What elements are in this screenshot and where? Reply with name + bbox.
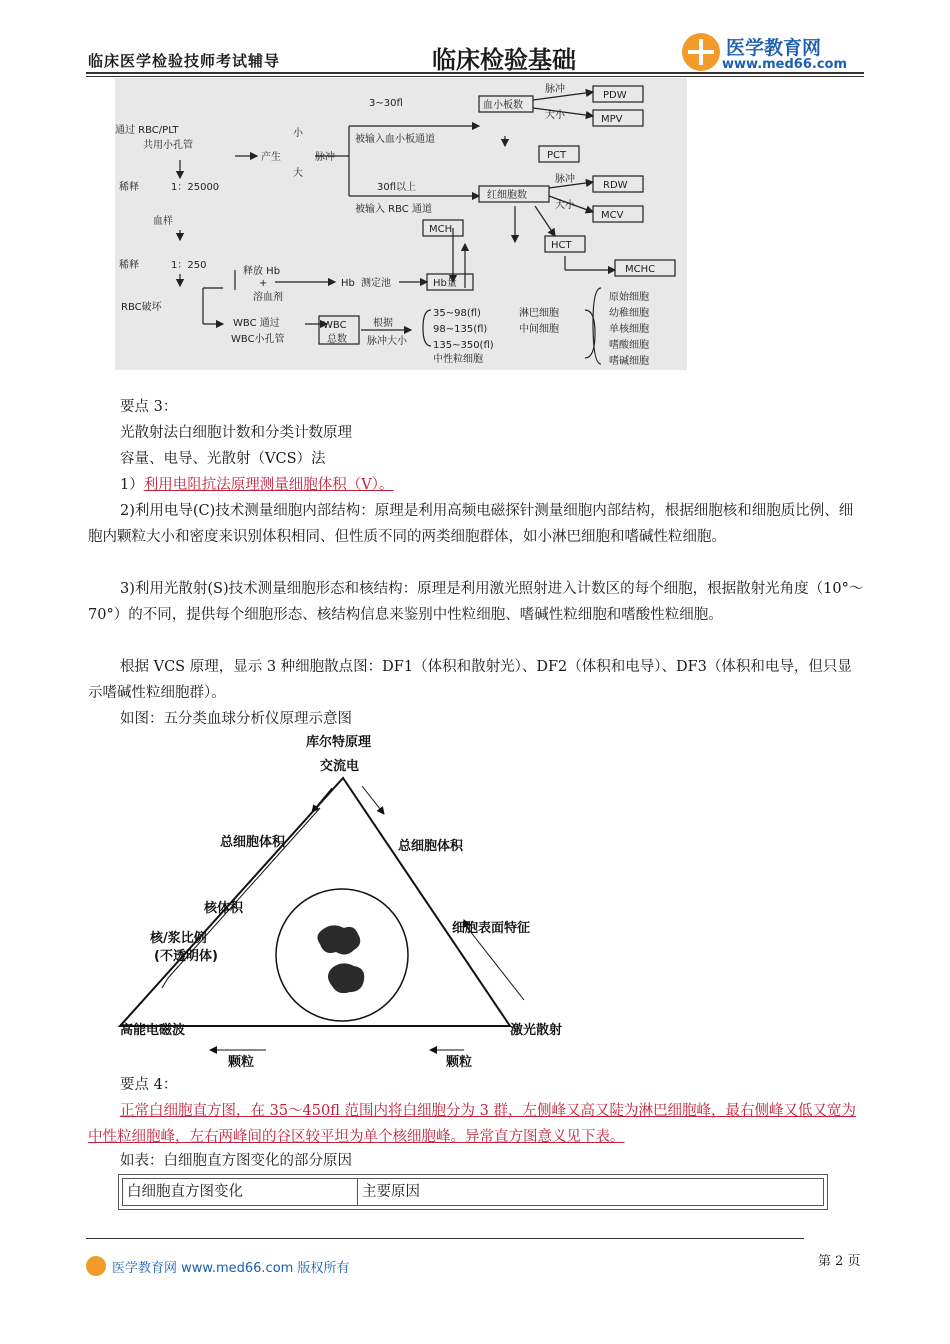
flow-range2: 98~135(fl)	[433, 324, 488, 335]
item-1-prefix: 1）	[120, 477, 144, 493]
flow-mpv: MPV	[601, 114, 623, 125]
figure-caption: 如图：五分类血球分析仪原理示意图	[120, 711, 352, 727]
flow-wbc-tube: WBC小孔管	[231, 334, 285, 345]
flow-mono3: 单核细胞	[609, 324, 649, 335]
flow-measure-pool: 测定池	[361, 278, 391, 289]
flow-rbc-break: RBC破坏	[121, 302, 162, 313]
flow-mono4: 嗜酸细胞	[609, 340, 649, 351]
logo-url[interactable]: www.med66.com	[722, 57, 848, 72]
tri-title: 库尔特原理	[306, 735, 372, 750]
flow-blood: 血样	[153, 216, 173, 227]
flow-range1: 35~98(fl)	[433, 308, 481, 319]
tri-surface: 细胞表面特征	[452, 921, 531, 936]
flow-mcv: MCV	[601, 210, 624, 221]
flow-rbc-size: 大小	[555, 200, 575, 211]
tri-top: 交流电	[320, 759, 360, 774]
footer-copyright[interactable]: 医学教育网 www.med66.com 版权所有	[112, 1261, 350, 1276]
flow-mchc: MCHC	[625, 264, 656, 275]
flow-wbc-pass: WBC 通过	[233, 318, 280, 329]
item-3: 3)利用光散射(S)技术测量细胞形态和核结构：原理是利用激光照射进入计数区的每个细胞，根据散射光角度（10°～70°）的不同，提供每个细胞形态、核结构信息来鉴别中性粒细胞、嗜碱性粒细胞和嗜酸性粒细胞。	[88, 581, 864, 623]
vcs-method: 容量、电导、光散射（VCS）法	[120, 451, 326, 467]
header-center-title: 临床检验基础	[432, 46, 576, 74]
flow-range-small: 3~30fl	[369, 98, 403, 109]
flow-rdw: RDW	[603, 180, 628, 191]
header-rule-thin	[86, 76, 864, 77]
footer-rule	[86, 1238, 804, 1239]
flow-big: 大	[293, 168, 303, 179]
flow-range3: 135~350(fl)	[433, 340, 494, 351]
point4-title: 要点 4：	[120, 1077, 178, 1093]
flow-produce: 产生	[261, 152, 281, 163]
flow-lysis: 溶血剂	[253, 292, 283, 303]
flow-plt-pulse: 脉冲	[545, 84, 565, 95]
logo-cross-icon	[682, 33, 720, 71]
flow-range-large: 30fl以上	[377, 182, 417, 193]
flow-cell1: 淋巴细胞	[519, 308, 559, 319]
flow-plt-size: 大小	[545, 110, 565, 121]
flow-rbc-count: 红细胞数	[487, 190, 527, 201]
flow-cell3: 中性粒细胞	[433, 354, 483, 365]
blood-analyzer-flowchart	[115, 78, 687, 370]
footer-logo-icon	[86, 1256, 106, 1276]
flow-pulse: 脉冲	[315, 152, 335, 163]
flow-pdw: PDW	[603, 90, 627, 101]
item-1-highlight: 利用电阻抗法原理测量细胞体积（V）。	[143, 477, 394, 493]
table-header-change: 白细胞直方图变化	[123, 1179, 358, 1205]
flow-pulse-size: 脉冲大小	[367, 336, 407, 347]
flow-mono2: 幼稚细胞	[609, 308, 649, 319]
page-number: 第 2 页	[818, 1254, 861, 1269]
point3-subtitle: 光散射法白细胞计数和分类计数原理	[120, 425, 352, 441]
logo-name: 医学教育网	[726, 37, 822, 59]
tri-right-vol: 总细胞体积	[398, 839, 464, 854]
flow-plt-channel: 被输入血小板通道	[355, 134, 435, 145]
site-logo[interactable]	[682, 33, 862, 73]
triangle-svg	[110, 730, 590, 1070]
tri-right-corner: 激光散射	[510, 1023, 563, 1038]
tri-nucleus: 核体积	[204, 901, 244, 916]
five-part-diff-diagram	[110, 730, 590, 1070]
flow-hct: HCT	[551, 240, 572, 251]
flow-plt-count: 血小板数	[483, 100, 523, 111]
flow-hb: Hb	[341, 278, 355, 289]
flow-mch: MCH	[429, 224, 453, 235]
item-2: 2)利用电导(C)技术测量细胞内部结构：原理是利用高频电磁探针测量细胞内部结构，根据细胞核和细胞质比例、细胞内颗粒大小和密度来识别体积相同、但性质不同的两类细胞群体，如小淋巴细胞和嗜碱性粒细胞。	[88, 503, 854, 545]
tri-granule-left: 颗粒	[228, 1055, 255, 1070]
item-1	[88, 472, 866, 498]
flow-shared: 共用小孔管	[143, 140, 193, 151]
flow-total: 总数	[327, 334, 347, 345]
point3-title: 要点 3：	[120, 399, 178, 415]
header-rule	[86, 72, 864, 74]
header-left-title: 临床医学检验技师考试辅导	[88, 52, 281, 70]
flow-cell2: 中间细胞	[519, 324, 559, 335]
flow-pct: PCT	[547, 150, 567, 161]
tri-left-corner: 高能电磁波	[120, 1023, 186, 1038]
flow-mono1: 原始细胞	[609, 292, 649, 303]
tri-left-vol: 总细胞体积	[220, 835, 286, 850]
flow-rbc-channel: 被输入 RBC 通道	[355, 204, 432, 215]
flow-ratio1: 1：25000	[171, 182, 220, 193]
point4-highlight: 正常白细胞直方图，在 35～450fl 范围内将白细胞分为 3 群，左侧峰又高又陡为淋巴细胞峰，最右侧峰又低又宽为中性粒细胞峰，左右两峰间的谷区较平坦为单个核细胞峰。异常直方图意义见下表。	[88, 1103, 856, 1145]
flow-plus: +	[259, 278, 268, 289]
vcs-scatter-plots: 根据 VCS 原理，显示 3 种细胞散点图：DF1（体积和散射光）、DF2（体积和电导）、DF3（体积和电导，但只显示嗜碱性粒细胞群）。	[88, 659, 852, 701]
flow-mono5: 嗜碱细胞	[609, 356, 649, 367]
table-caption: 如表：白细胞直方图变化的部分原因	[120, 1153, 352, 1169]
table-header-cause: 主要原因	[362, 1184, 420, 1200]
flow-hb-amount: Hb量	[433, 278, 457, 289]
flow-based: 根据	[373, 318, 393, 329]
tri-opaque: (不透明体)	[154, 949, 218, 964]
flow-rbc-pulse: 脉冲	[555, 174, 575, 185]
tri-granule-right: 颗粒	[446, 1055, 473, 1070]
cell-nucleus-icon	[317, 925, 364, 993]
flow-dilute2: 稀释	[119, 260, 139, 271]
flowchart-svg	[115, 78, 687, 370]
wbc-histogram-table	[118, 1174, 828, 1210]
flow-wbc: WBC	[323, 320, 347, 331]
flow-ratio2: 1：250	[171, 260, 207, 271]
flow-dilute1: 稀释	[119, 182, 139, 193]
flow-small: 小	[293, 128, 303, 139]
flow-release-hb: 释放 Hb	[243, 266, 281, 277]
flow-pass: 通过 RBC/PLT	[115, 125, 179, 136]
tri-ratio: 核/浆比例	[150, 931, 207, 946]
